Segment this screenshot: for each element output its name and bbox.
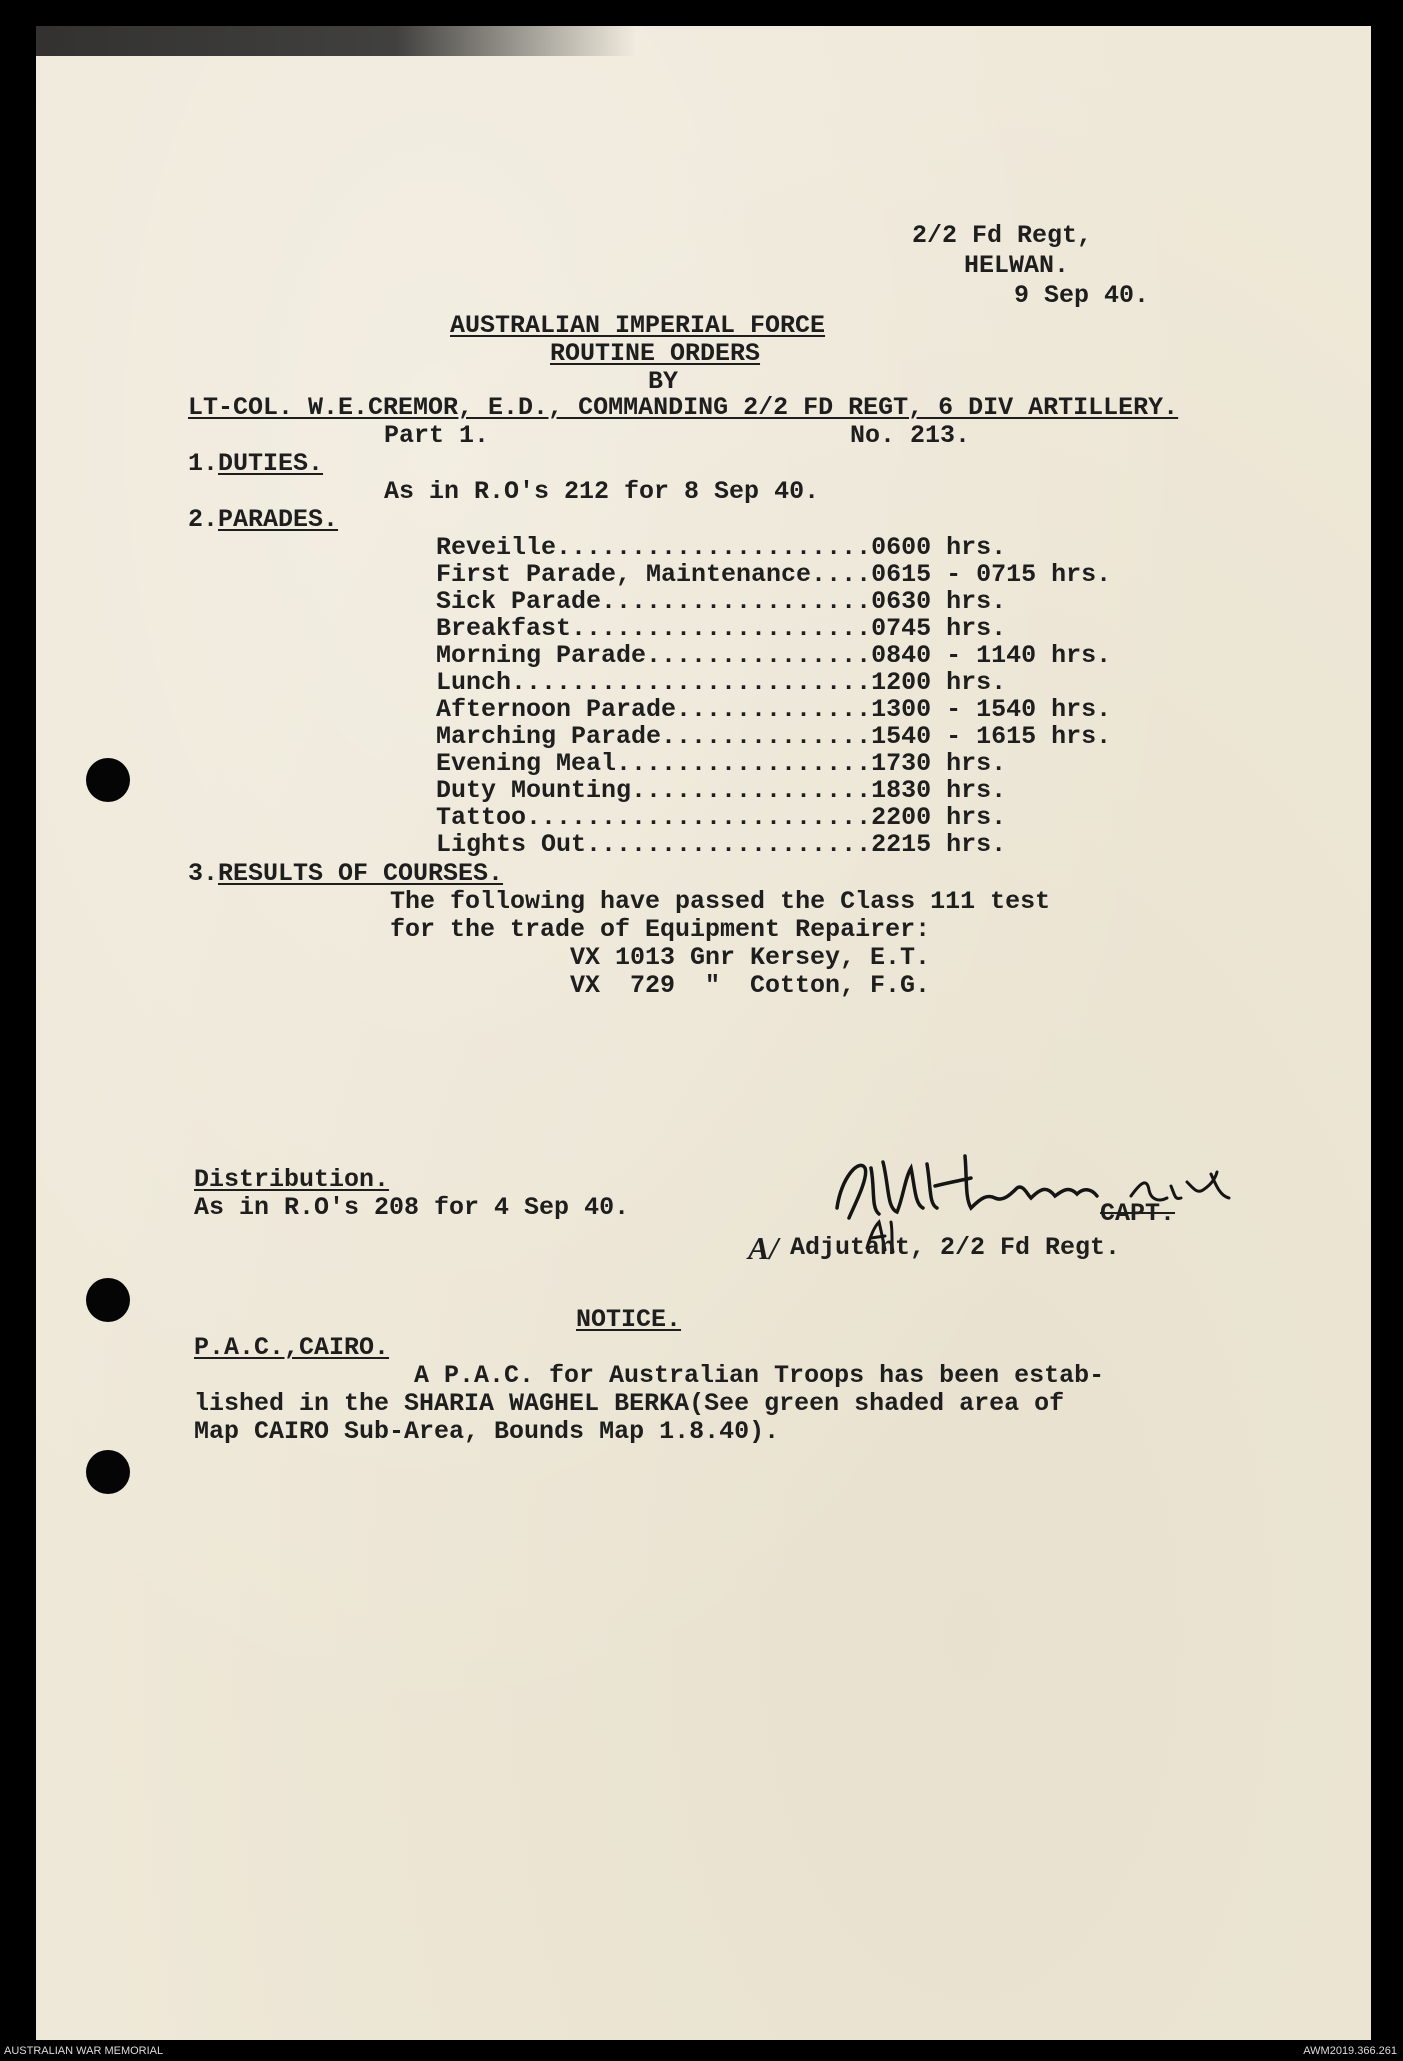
- punch-hole: [86, 1278, 130, 1322]
- header-date: 9 Sep 40.: [1014, 281, 1150, 310]
- parade-item: Duty Mounting................1830 hrs.: [436, 776, 1007, 805]
- document-page: [36, 26, 1371, 2040]
- parade-item: Afternoon Parade.............1300 - 1540 hrs.: [436, 695, 1112, 724]
- title-line4: LT-COL. W.E.CREMOR, E.D., COMMANDING 2/2 FD REGT, 6 DIV ARTILLERY.: [188, 393, 1179, 422]
- notice-line1: A P.A.C. for Australian Troops has been estab-: [414, 1361, 1105, 1390]
- parade-item: Sick Parade..................0630 hrs.: [436, 587, 1007, 616]
- parade-item: First Parade, Maintenance....0615 - 0715 hrs.: [436, 560, 1112, 589]
- rank-struck: CAPT.: [1100, 1199, 1176, 1228]
- parade-item: Breakfast....................0745 hrs.: [436, 614, 1007, 643]
- parades-heading: PARADES.: [218, 505, 339, 534]
- duties-heading-num: 1.: [188, 449, 219, 478]
- header-location: HELWAN.: [964, 251, 1070, 280]
- courses-line2: for the trade of Equipment Repairer:: [390, 915, 931, 944]
- parade-item: Reveille.....................0600 hrs.: [436, 533, 1007, 562]
- parade-item: Morning Parade...............0840 - 1140 hrs.: [436, 641, 1112, 670]
- courses-line1: The following have passed the Class 111 test: [390, 887, 1051, 916]
- notice-line2: lished in the SHARIA WAGHEL BERKA(See green shaded area of: [194, 1389, 1065, 1418]
- parade-item: Evening Meal.................1730 hrs.: [436, 749, 1007, 778]
- title-line1: AUSTRALIAN IMPERIAL FORCE: [450, 311, 826, 340]
- footer-credit: AUSTRALIAN WAR MEMORIAL: [4, 2045, 164, 2057]
- parade-item: Marching Parade..............1540 - 1615 hrs.: [436, 722, 1112, 751]
- distribution-text: As in R.O's 208 for 4 Sep 40.: [194, 1193, 630, 1222]
- parade-item: Lights Out...................2215 hrs.: [436, 830, 1007, 859]
- punch-hole: [86, 758, 130, 802]
- duties-text: As in R.O's 212 for 8 Sep 40.: [384, 477, 820, 506]
- courses-heading-num: 3.: [188, 859, 219, 888]
- notice-line3: Map CAIRO Sub-Area, Bounds Map 1.8.40).: [194, 1417, 780, 1446]
- footer-accession: AWM2019.366.261: [1303, 2045, 1397, 2057]
- notice-heading: NOTICE.: [576, 1305, 682, 1334]
- course-entry: VX 729 " Cotton, F.G.: [570, 971, 931, 1000]
- title-line3: BY: [648, 367, 679, 396]
- torn-top-edge: [36, 26, 636, 56]
- courses-heading: RESULTS OF COURSES.: [218, 859, 504, 888]
- header-unit: 2/2 Fd Regt,: [912, 221, 1093, 250]
- parade-item: Lunch........................1200 hrs.: [436, 668, 1007, 697]
- order-number: No. 213.: [850, 421, 971, 450]
- part-label: Part 1.: [384, 421, 490, 450]
- adjutant-title: Adjutant, 2/2 Fd Regt.: [790, 1233, 1121, 1262]
- parades-heading-num: 2.: [188, 505, 219, 534]
- course-entry: VX 1013 Gnr Kersey, E.T.: [570, 943, 931, 972]
- duties-heading: DUTIES.: [218, 449, 324, 478]
- notice-subheading: P.A.C.,CAIRO.: [194, 1333, 390, 1362]
- title-line2: ROUTINE ORDERS: [550, 339, 761, 368]
- distribution-heading: Distribution.: [194, 1165, 390, 1194]
- punch-hole: [86, 1450, 130, 1494]
- adjutant-prefix: A/: [748, 1230, 779, 1266]
- parade-item: Tattoo.......................2200 hrs.: [436, 803, 1007, 832]
